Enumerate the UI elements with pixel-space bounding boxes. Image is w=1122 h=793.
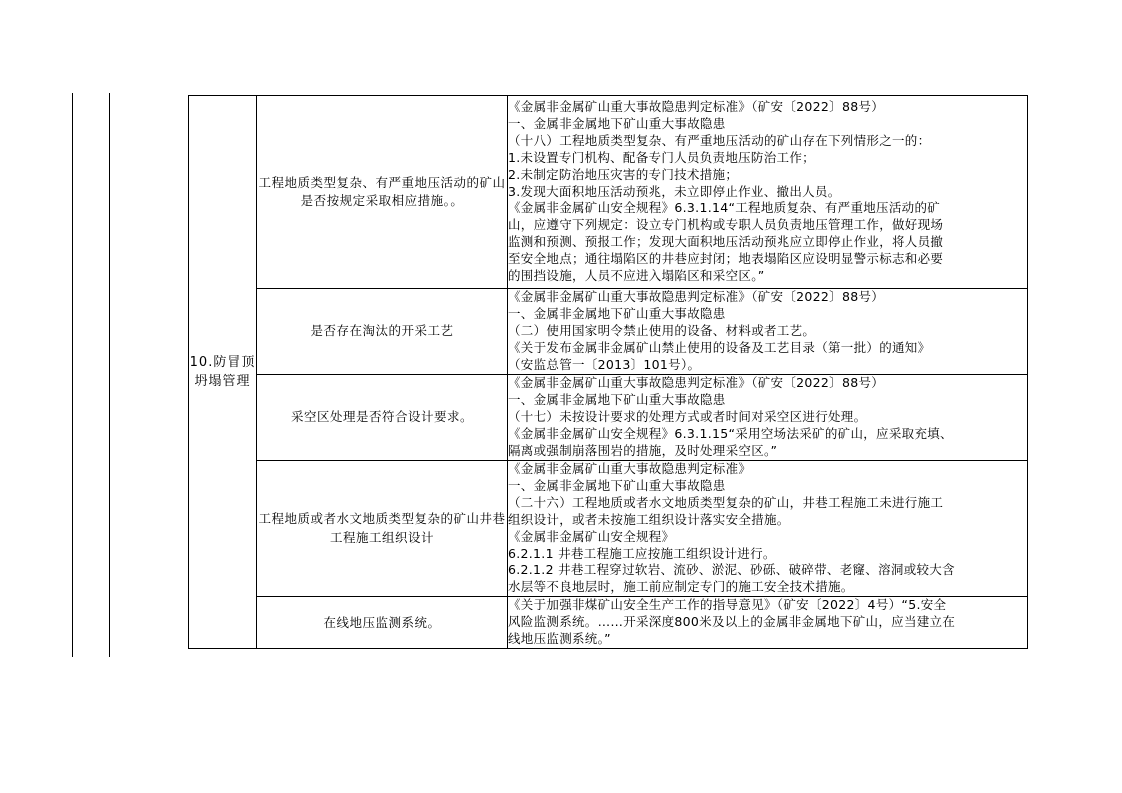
basis-line: 一、金属非金属地下矿山重大事故隐患: [508, 115, 726, 131]
basis-line: 《金属非金属矿山重大事故隐患判定标准》（矿安〔2022〕88号）: [508, 99, 885, 115]
check-item-cell: 工程地质类型复杂、有严重地压活动的矿山是否按规定采取相应措施。。: [257, 96, 508, 289]
basis-line: （十七）未按设计要求的处理方式或者时间对采空区进行处理。: [508, 409, 867, 425]
table-row: [189, 96, 1028, 289]
check-item-cell: 是否存在淘汰的开采工艺: [257, 289, 508, 375]
basis-line: 《金属非金属矿山安全规程》6.3.1.15“采用空场法采矿的矿山，应采取充填、: [508, 425, 953, 441]
basis-cell: [508, 289, 1028, 375]
basis-line: （二）使用国家明令禁止使用的设备、材料或者工艺。: [508, 323, 816, 339]
basis-cell: [508, 96, 1028, 289]
basis-line: （二十六）工程地质或者水文地质类型复杂的矿山，井巷工程施工未进行施工: [508, 494, 944, 510]
basis-line: 《金属非金属矿山安全规程》6.3.1.14“工程地质复杂、有严重地压活动的矿: [508, 200, 941, 216]
check-item-cell: 采空区处理是否符合设计要求。: [257, 375, 508, 461]
basis-line: 一、金属非金属地下矿山重大事故隐患: [508, 306, 726, 322]
inspection-table: [188, 95, 1028, 649]
basis-line: 线地压监测系统。”: [508, 631, 611, 647]
basis-line: 《金属非金属矿山重大事故隐患判定标准》: [508, 461, 752, 476]
left-border-line: [109, 93, 110, 657]
basis-line: 《关于发布金属非金属矿山禁止使用的设备及工艺目录（第一批）的通知》: [508, 339, 931, 355]
table-row: [189, 461, 1028, 597]
basis-line: 《金属非金属矿山重大事故隐患判定标准》（矿安〔2022〕88号）: [508, 289, 885, 305]
basis-line: 3.发现大面积地压活动预兆，未立即停止作业、撤出人员。: [508, 183, 841, 199]
category-label: 10.防冒顶坍塌管理: [189, 355, 256, 390]
basis-line: 《关于加强非煤矿山安全生产工作的指导意见》（矿安〔2022〕4号）“5.安全: [508, 597, 947, 613]
basis-line: 6.2.1.2 井巷工程穿过软岩、流砂、淤泥、砂砾、破碎带、老窿、溶洞或较大含: [508, 562, 955, 578]
basis-line: 《金属非金属矿山重大事故隐患判定标准》（矿安〔2022〕88号）: [508, 375, 885, 391]
basis-line: 水层等不良地层时，施工前应制定专门的施工安全技术措施。: [508, 579, 854, 595]
basis-line: 的围挡设施，人员不应进入塌陷区和采空区。”: [508, 268, 765, 284]
check-item-cell: 工程地质或者水文地质类型复杂的矿山井巷工程施工组织设计: [257, 461, 508, 597]
basis-line: 《金属非金属矿山安全规程》: [508, 528, 675, 544]
basis-line: 组织设计，或者未按施工组织设计落实安全措施。: [508, 511, 790, 527]
basis-line: 1.未设置专门机构、配备专门人员负责地压防治工作；: [508, 149, 815, 165]
basis-line: 2.未制定防治地压灾害的专门技术措施；: [508, 166, 739, 182]
basis-cell: [508, 461, 1028, 597]
check-item-cell: 在线地压监测系统。: [257, 597, 508, 649]
basis-line: （十八）工程地质类型复杂、有严重地压活动的矿山存在下列情形之一的：: [508, 132, 931, 148]
basis-line: 隔离或强制崩落围岩的措施，及时处理采空区。”: [508, 442, 778, 458]
table-row: [189, 289, 1028, 375]
basis-line: 风险监测系统。……开采深度800米及以上的金属非金属地下矿山，应当建立在: [508, 614, 956, 630]
basis-cell: [508, 375, 1028, 461]
category-cell: [189, 96, 257, 649]
left-border-line: [72, 93, 73, 657]
basis-line: 至安全地点；通往塌陷区的井巷应封闭；地表塌陷区应设明显警示标志和必要: [508, 251, 944, 267]
basis-cell: [508, 597, 1028, 649]
basis-line: 监测和预测、预报工作；发现大面积地压活动预兆应立即停止作业，将人员撤: [508, 234, 944, 250]
basis-line: （安监总管一〔2013〕101号）。: [508, 356, 701, 372]
table-row: [189, 597, 1028, 649]
basis-line: 一、金属非金属地下矿山重大事故隐患: [508, 392, 726, 408]
basis-line: 山，应遵守下列规定：设立专门机构或专职人员负责地压管理工作，做好现场: [508, 217, 944, 233]
basis-line: 6.2.1.1 井巷工程施工应按施工组织设计进行。: [508, 545, 776, 561]
basis-line: 一、金属非金属地下矿山重大事故隐患: [508, 477, 726, 493]
table-row: [189, 375, 1028, 461]
